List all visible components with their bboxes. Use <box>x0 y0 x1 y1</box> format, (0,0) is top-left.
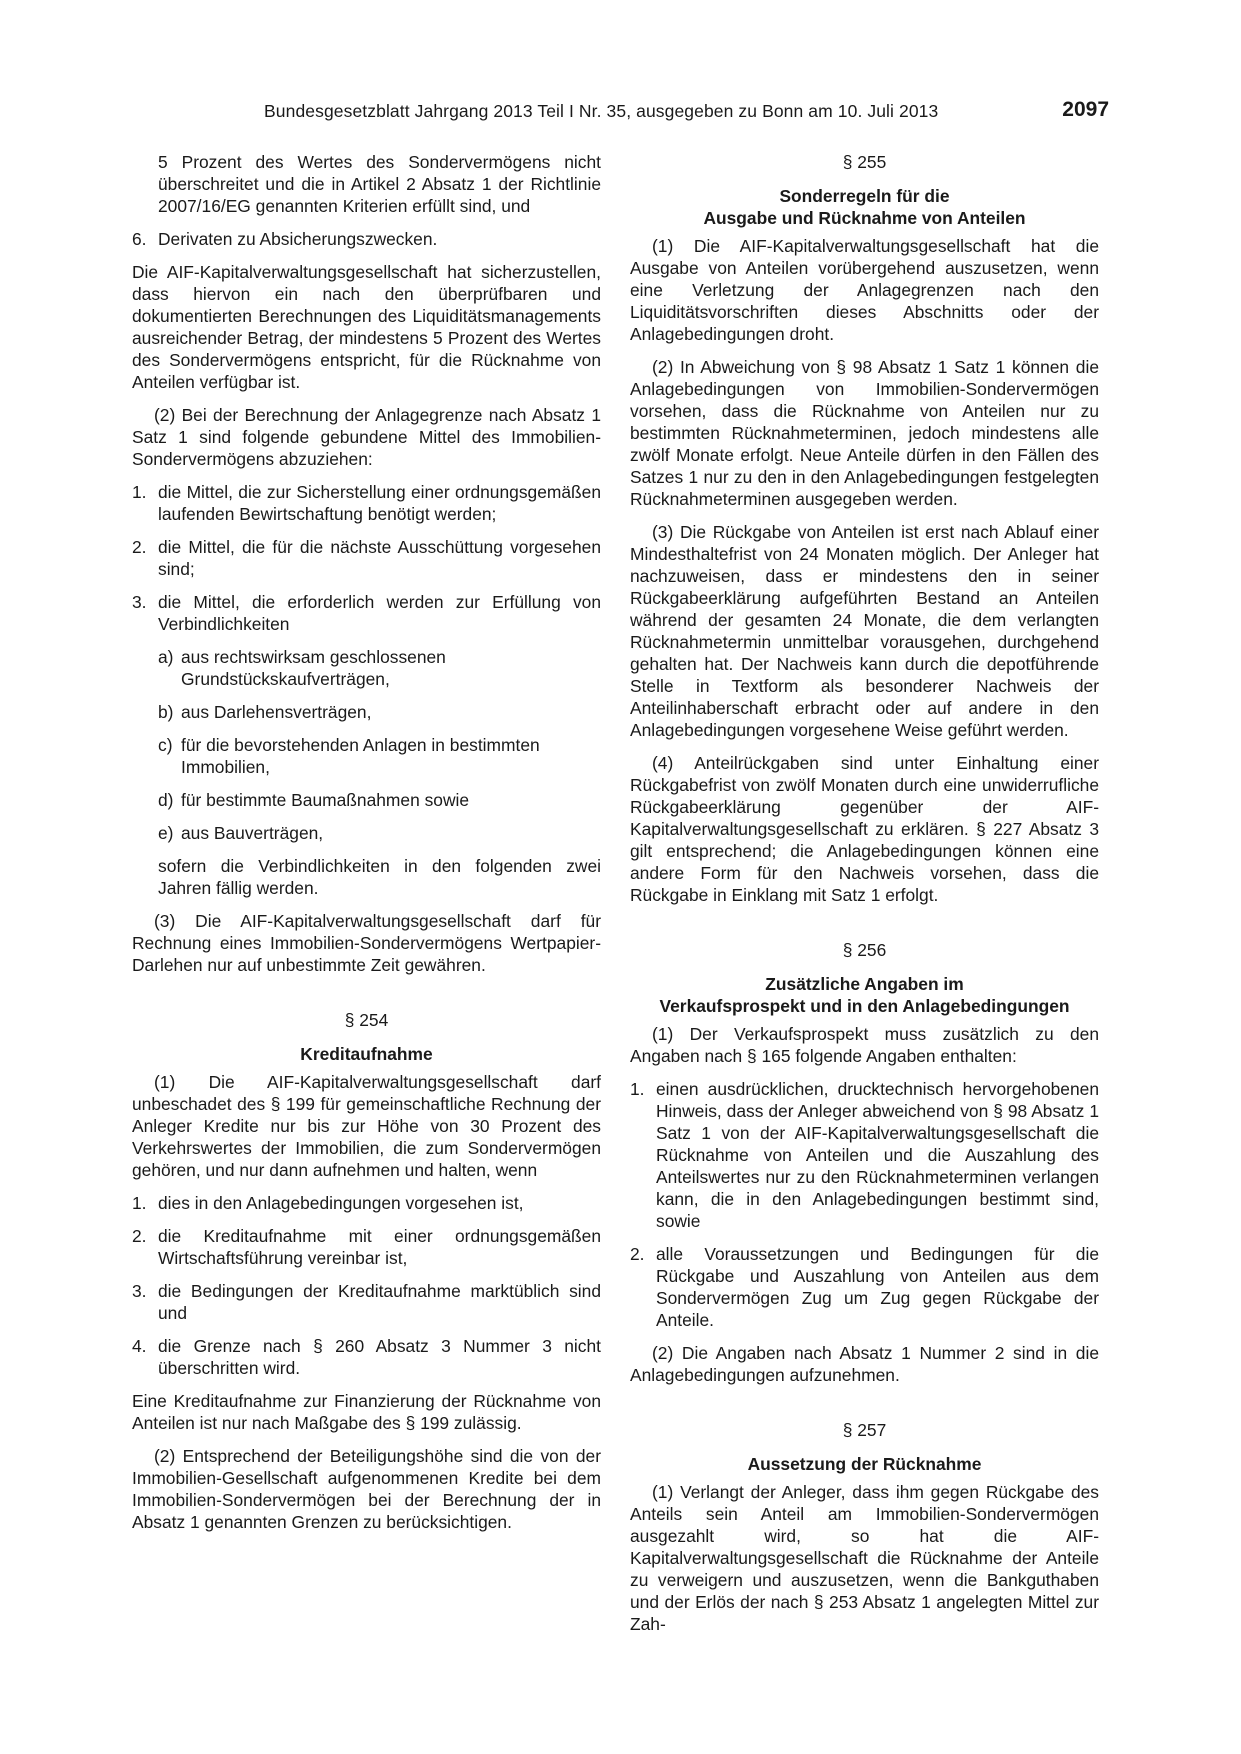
sublist-item <box>132 734 601 778</box>
list-item-number: 1. <box>132 1193 147 1213</box>
paragraph: (2) Bei der Berechnung der Anlagegrenze nach Absatz 1 Satz 1 sind folgende gebundene Mittel des Immobilien-Sondervermögens abzuziehen: <box>132 405 601 469</box>
sublist-item-letter: d) <box>158 790 174 810</box>
list-item-number: 6. <box>132 229 147 249</box>
section-title-line: Zusätzliche Angaben im <box>765 974 964 994</box>
paragraph: (4) Anteilrückgaben sind unter Einhaltung einer Rückgabefrist von zwölf Monaten durch eine unwiderrufliche Rückgabeerklärung gegenüber der AIF-Kapitalverwaltungsgesellschaft zu erklären. § 227 Absatz 3 gilt entsprechend; die Anlagebedingungen können eine andere Form für den Nachweis vorsehen, dass die Rückgabe in Einklang mit Satz 1 erfolgt. <box>630 753 1099 905</box>
list-item-number: 1. <box>630 1079 645 1099</box>
paragraph: Die AIF-Kapitalverwaltungsgesellschaft hat sicherzustellen, dass hiervon ein nach den überprüfbaren und dokumentierten Berechnungen des Liquiditätsmanagements ausreichender Betrag, der mindestens 5 Prozent des Wertes des Sondervermögens entspricht, für die Rücknahme von Anteilen verfügbar ist. <box>132 262 601 392</box>
page-number: 2097 <box>1062 98 1109 121</box>
list-item <box>132 1225 601 1269</box>
running-title: Bundesgesetzblatt Jahrgang 2013 Teil I Nr. 35, ausgegeben zu Bonn am 10. Juli 2013 <box>264 101 939 121</box>
list-item-number: 2. <box>132 537 147 557</box>
sublist-item-letter: b) <box>158 702 174 722</box>
list-item-text: die Mittel, die für die nächste Ausschüttung vorgesehen sind; <box>158 537 601 579</box>
list-item <box>132 1280 601 1324</box>
paragraph: (2) Die Angaben nach Absatz 1 Nummer 2 sind in die Anlagebedingungen aufzunehmen. <box>630 1343 1099 1385</box>
list-item-text: die Mittel, die erforderlich werden zur Erfüllung von Verbindlichkeiten <box>158 592 601 634</box>
list-item <box>132 481 601 525</box>
list-item <box>132 1192 601 1214</box>
list-item-number: 3. <box>132 592 147 612</box>
left-column <box>132 151 601 1544</box>
list-item-text: dies in den Anlagebedingungen vorgesehen ist, <box>158 1193 524 1213</box>
sublist-item-text: für die bevorstehenden Anlagen in bestimmten Immobilien, <box>181 735 540 777</box>
paragraph: (2) Entsprechend der Beteiligungshöhe sind die von der Immobilien-Gesellschaft aufgenommenen Kredite bei dem Immobilien-Sondervermögen bei der Berechnung der in Absatz 1 genannten Grenzen zu berücksichtigen. <box>132 1446 601 1532</box>
list-item-text: alle Voraussetzungen und Bedingungen für die Rückgabe und Auszahlung von Anteilen aus dem Sondervermögen Zug um Zug gegen Rückgabe der Anteile. <box>656 1244 1099 1330</box>
list-item <box>132 1335 601 1379</box>
list-item-text: die Mittel, die zur Sicherstellung einer ordnungsgemäßen laufenden Bewirtschaftung benötigt werden; <box>158 482 601 524</box>
paragraph: (3) Die AIF-Kapitalverwaltungsgesellschaft darf für Rechnung eines Immobilien-Sondervermögens Wertpapier-Darlehen nur auf unbestimmte Zeit gewähren. <box>132 911 601 975</box>
list-item <box>132 228 601 250</box>
list-item-number: 2. <box>132 1226 147 1246</box>
section-title: Kreditaufnahme <box>300 1044 433 1064</box>
section-title-line: Verkaufsprospekt und in den Anlagebedingungen <box>659 996 1070 1016</box>
list-item <box>630 1078 1099 1232</box>
list-item-text: einen ausdrücklichen, drucktechnisch hervorgehobenen Hinweis, dass der Anleger abweichend von § 98 Absatz 1 Satz 1 von der AIF-Kapitalverwaltungsgesellschaft die Rücknahme von Anteilen und die Auszahlung des Anteilswertes nur zu den Rücknahmeterminen verlangen kann, die in den Anlagebedingungen bestimmt sind, sowie <box>656 1079 1099 1231</box>
sublist-item-letter: e) <box>158 823 174 843</box>
list-item-number: 2. <box>630 1244 645 1264</box>
paragraph-continuation: 5 Prozent des Wertes des Sondervermögens nicht überschreitet und die in Artikel 2 Absatz 1 der Richtlinie 2007/16/EG genannten Kriterien erfüllt sind, und <box>158 152 601 216</box>
sublist-item-letter: c) <box>158 735 173 755</box>
list-item-text: die Kreditaufnahme mit einer ordnungsgemäßen Wirtschaftsführung vereinbar ist, <box>158 1226 601 1268</box>
list-item-text: die Bedingungen der Kreditaufnahme marktüblich sind und <box>158 1281 601 1323</box>
list-item <box>132 536 601 580</box>
paragraph: (3) Die Rückgabe von Anteilen ist erst nach Ablauf einer Mindesthaltefrist von 24 Monaten möglich. Der Anleger hat nachzuweisen, dass er mindestens den in seiner Rückgabeerklärung aufgeführten Bestand an Anteilen während der gesamten 24 Monate, die dem verlangten Rücknahmetermin unmittelbar vorausgehen, durchgehend gehalten hat. Der Nachweis kann durch die depotführende Stelle in Textform als besonderer Nachweis der Anteilinhaberschaft erbracht oder auf andere in den Anlagebedingungen vorgesehene Weise geführt werden. <box>630 522 1099 740</box>
sublist-item-text: aus Bauverträgen, <box>181 823 324 843</box>
list-item-number: 4. <box>132 1336 147 1356</box>
sublist-item <box>132 646 601 690</box>
section-number: § 255 <box>842 152 887 172</box>
running-header <box>264 98 1109 127</box>
paragraph: (1) Die AIF-Kapitalverwaltungsgesellschaft darf unbeschadet des § 199 für gemeinschaftliche Rechnung der Anleger Kredite nur bis zur Höhe von 30 Prozent des Verkehrswertes der Immobilien, die zum Sondervermögen gehören, und nur dann aufnehmen und halten, wenn <box>132 1072 601 1180</box>
sublist-item-text: aus rechtswirksam geschlossenen Grundstückskaufverträgen, <box>181 647 446 689</box>
section-number: § 257 <box>842 1420 887 1440</box>
list-item <box>132 591 601 635</box>
paragraph: (1) Verlangt der Anleger, dass ihm gegen Rückgabe des Anteils sein Anteil am Immobilien-Sondervermögen ausgezahlt wird, so hat die AIF-Kapitalverwaltungsgesellschaft die Rücknahme der Anteile zu verweigern und auszusetzen, wenn die Bankguthaben und der Erlös der nach § 253 Absatz 1 angelegten Mittel zur Zah- <box>630 1482 1099 1634</box>
sublist-item <box>132 701 601 723</box>
sublist-item <box>132 789 601 811</box>
sublist-item-text: für bestimmte Baumaßnahmen sowie <box>181 790 470 810</box>
list-item-number: 3. <box>132 1281 147 1301</box>
sublist-item-text: aus Darlehensverträgen, <box>181 702 372 722</box>
section-title-line: Sonderregeln für die <box>779 186 950 206</box>
section-number: § 256 <box>842 940 887 960</box>
section-number: § 254 <box>344 1010 389 1030</box>
section-title-line: Ausgabe und Rücknahme von Anteilen <box>703 208 1026 228</box>
list-item-text: Derivaten zu Absicherungszwecken. <box>158 229 438 249</box>
paragraph: (2) In Abweichung von § 98 Absatz 1 Satz 1 können die Anlagebedingungen von Immobilien-Sondervermögen vorsehen, dass die Rücknahme von Anteilen nur zu bestimmten Rücknahmeterminen, jedoch mindestens alle zwölf Monate erfolgt. Neue Anteile dürfen in den Fällen des Satzes 1 nur zu den in den Anlagebedingungen festgelegten Rücknahmeterminen ausgegeben werden. <box>630 357 1099 509</box>
list-item <box>630 1243 1099 1331</box>
list-item-text: die Grenze nach § 260 Absatz 3 Nummer 3 nicht überschritten wird. <box>158 1336 601 1378</box>
right-column <box>630 151 1099 1646</box>
sublist-item <box>132 822 601 844</box>
paragraph: (1) Die AIF-Kapitalverwaltungsgesellschaft hat die Ausgabe von Anteilen vorübergehend auszusetzen, wenn eine Verletzung der Anlagegrenzen nach den Liquiditätsvorschriften dieses Abschnitts oder der Anlagebedingungen droht. <box>630 236 1099 344</box>
paragraph: Eine Kreditaufnahme zur Finanzierung der Rücknahme von Anteilen ist nur nach Maßgabe des § 199 zulässig. <box>132 1391 601 1433</box>
paragraph-continuation: sofern die Verbindlichkeiten in den folgenden zwei Jahren fällig werden. <box>158 856 601 898</box>
list-item-number: 1. <box>132 482 147 502</box>
paragraph: (1) Der Verkaufsprospekt muss zusätzlich zu den Angaben nach § 165 folgende Angaben enthalten: <box>630 1024 1099 1066</box>
sublist-item-letter: a) <box>158 647 174 667</box>
section-title: Aussetzung der Rücknahme <box>747 1454 982 1474</box>
